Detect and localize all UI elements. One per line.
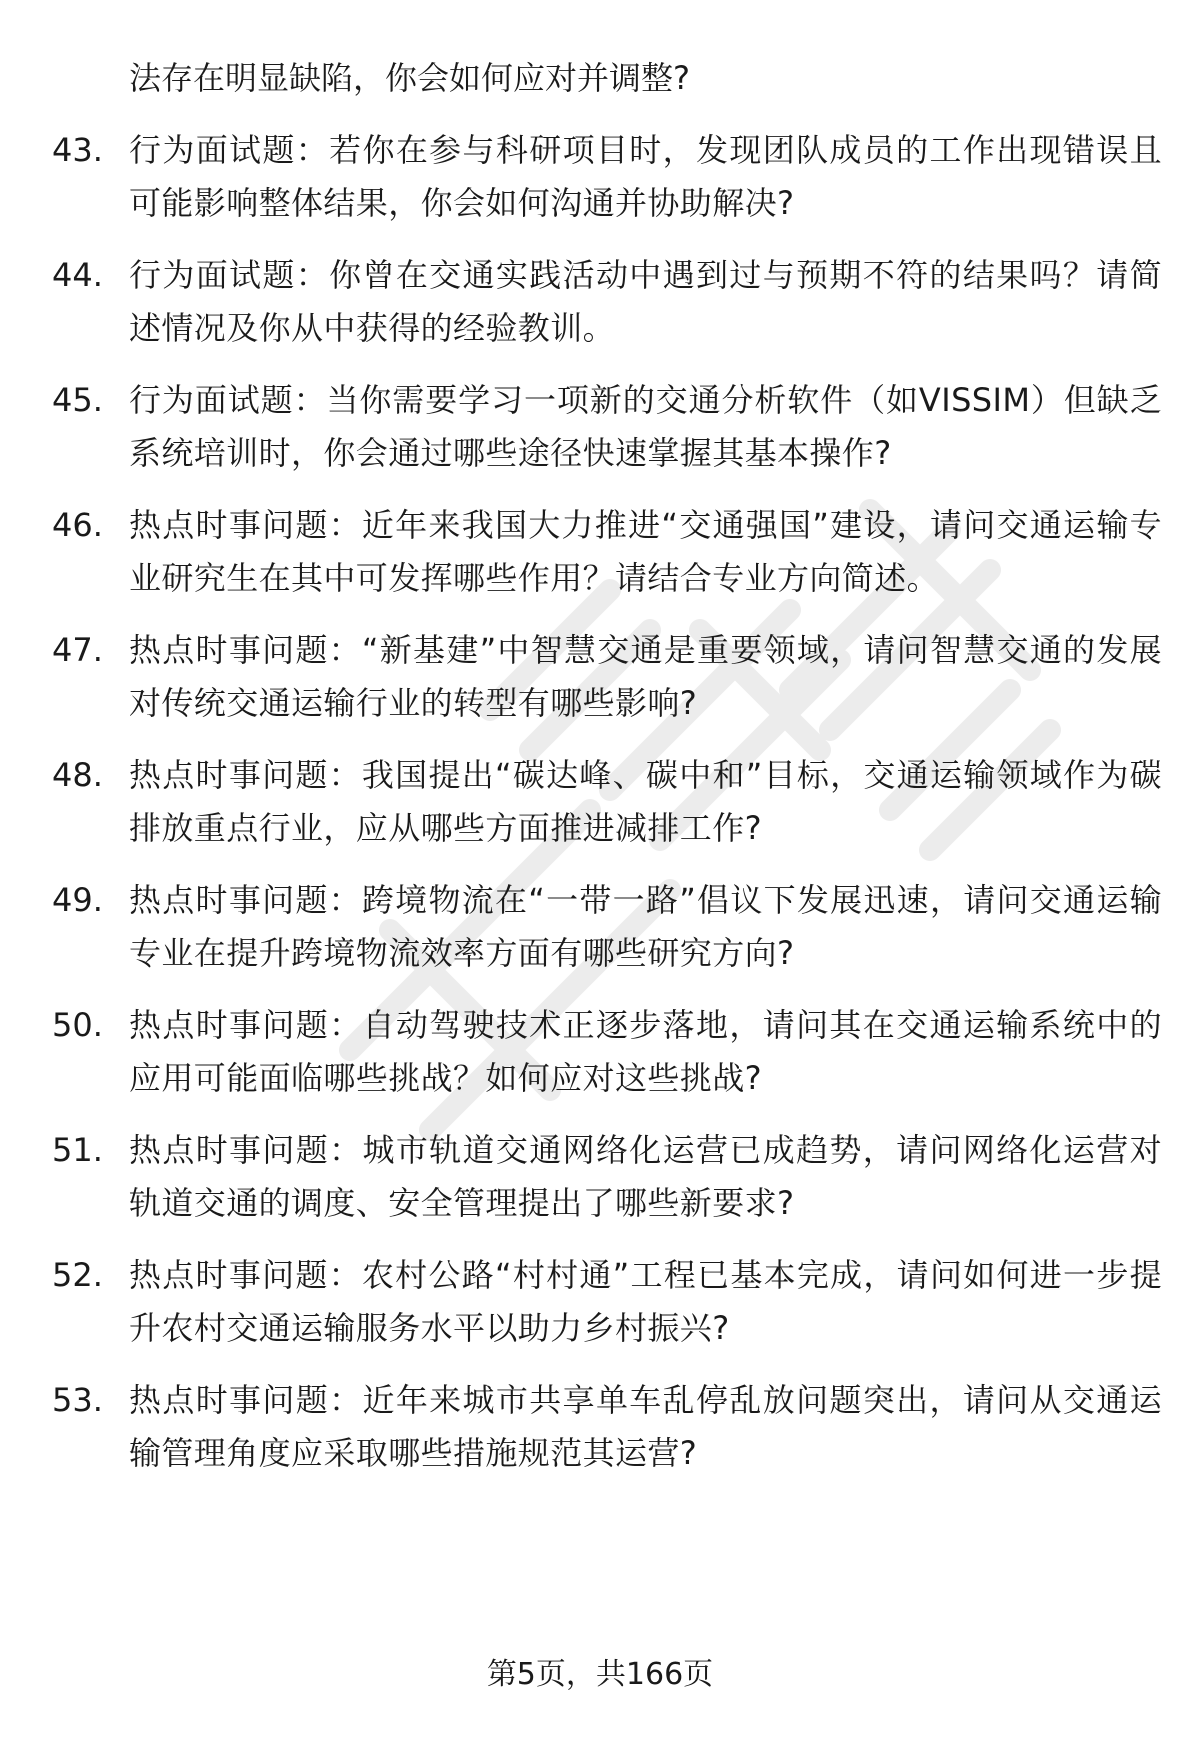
- question-text: 热点时事问题：跨境物流在“一带一路”倡议下发展迅速，请问交通运输专业在提升跨境物流效率方面有哪些研究方向?: [129, 881, 1162, 972]
- question-text: 热点时事问题：“新基建”中智慧交通是重要领域，请问智慧交通的发展对传统交通运输行业的转型有哪些影响?: [129, 631, 1162, 722]
- question-item: [52, 749, 1162, 855]
- question-list: [52, 124, 1162, 1480]
- question-text: 热点时事问题：我国提出“碳达峰、碳中和”目标，交通运输领域作为碳排放重点行业，应从哪些方面推进减排工作?: [129, 756, 1162, 847]
- question-number: 45.: [52, 381, 103, 419]
- question-item: [52, 249, 1162, 355]
- question-number: 43.: [52, 131, 103, 169]
- question-number: 49.: [52, 881, 103, 919]
- question-number: 51.: [52, 1131, 103, 1169]
- question-number: 44.: [52, 256, 103, 294]
- question-item: [52, 624, 1162, 730]
- question-text: 行为面试题：你曾在交通实践活动中遇到过与预期不符的结果吗？请简述情况及你从中获得的经验教训。: [129, 256, 1162, 347]
- question-item: [52, 124, 1162, 230]
- question-text: 热点时事问题：城市轨道交通网络化运营已成趋势，请问网络化运营对轨道交通的调度、安全管理提出了哪些新要求?: [129, 1131, 1162, 1222]
- question-item: [52, 499, 1162, 605]
- question-number: 46.: [52, 506, 103, 544]
- question-item: [52, 874, 1162, 980]
- question-number: 47.: [52, 631, 103, 669]
- question-number: 53.: [52, 1381, 103, 1419]
- question-number: 52.: [52, 1256, 103, 1294]
- question-text: 热点时事问题：农村公路“村村通”工程已基本完成，请问如何进一步提升农村交通运输服务水平以助力乡村振兴?: [129, 1256, 1162, 1347]
- question-text: 行为面试题：若你在参与科研项目时，发现团队成员的工作出现错误且可能影响整体结果，你会如何沟通并协助解决?: [129, 131, 1162, 222]
- question-text: 热点时事问题：近年来我国大力推进“交通强国”建设，请问交通运输专业研究生在其中可发挥哪些作用？请结合专业方向简述。: [129, 506, 1162, 597]
- question-item: [52, 1124, 1162, 1230]
- continued-text: 法存在明显缺陷，你会如何应对并调整?: [129, 59, 690, 97]
- question-item: [52, 999, 1162, 1105]
- question-number: 48.: [52, 756, 103, 794]
- question-number: 50.: [52, 1006, 103, 1044]
- page-footer: 第5页，共166页: [486, 1657, 714, 1692]
- question-item: [52, 1374, 1162, 1480]
- question-text: 行为面试题：当你需要学习一项新的交通分析软件（如VISSIM）但缺乏系统培训时，你会通过哪些途径快速掌握其基本操作?: [129, 381, 1162, 472]
- question-text: 热点时事问题：自动驾驶技术正逐步落地，请问其在交通运输系统中的应用可能面临哪些挑战？如何应对这些挑战?: [129, 1006, 1162, 1097]
- question-text: 热点时事问题：近年来城市共享单车乱停乱放问题突出，请问从交通运输管理角度应采取哪些措施规范其运营?: [129, 1381, 1162, 1472]
- question-item: [52, 1249, 1162, 1355]
- question-item: [52, 374, 1162, 480]
- question-list-section: [52, 52, 1162, 1499]
